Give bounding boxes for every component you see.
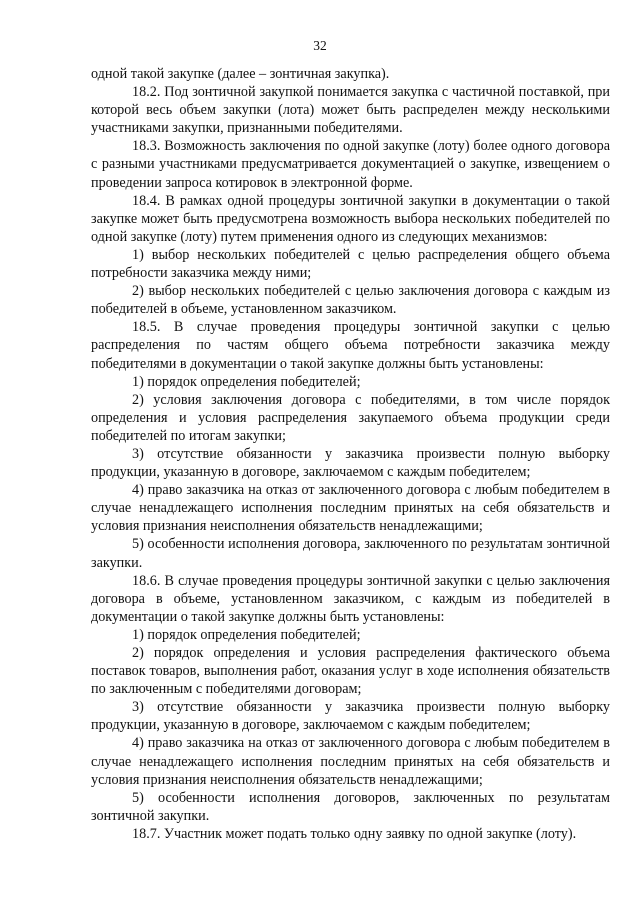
clause-18-6-item-4: 4) право заказчика на отказ от заключенного договора с любым победителем в случае ненадлежащего исполнения последним принятых на себя обязательств и условия признания неисполнения обязательств ненадлежащими; <box>91 735 610 788</box>
clause-18-7: 18.7. Участник может подать только одну заявку по одной закупке (лоту). <box>132 825 577 842</box>
clause-18-3: 18.3. Возможность заключения по одной закупке (лоту) более одного договора с разными участниками предусматривается документацией о закупке, извещением о проведении запроса котировок в электронной форме. <box>91 138 610 191</box>
clause-18-5-item-4: 4) право заказчика на отказ от заключенного договора с любым победителем в случае ненадлежащего исполнения последним принятых на себя обязательств и условия признания неисполнения обязательств ненадлежащими; <box>91 482 610 535</box>
clause-18-6-item-1: 1) порядок определения победителей; <box>132 626 361 643</box>
clause-18-4: 18.4. В рамках одной процедуры зонтичной закупки в документации о такой закупке может быть предусмотрена возможность выбора нескольких победителей по одной закупке (лоту) путем применения одного из следующих механизмов: <box>91 192 610 245</box>
clause-18-5-item-5: 5) особенности исполнения договора, заключенного по результатам зонтичной закупки. <box>91 536 610 571</box>
clause-18-5-item-1: 1) порядок определения победителей; <box>132 373 361 390</box>
clause-18-6-item-3: 3) отсутствие обязанности у заказчика произвести полную выборку продукции, указанную в договоре, заключаемом с каждым победителем; <box>91 699 610 734</box>
clause-18-5: 18.5. В случае проведения процедуры зонтичной закупки с целью распределения по частям общего объема потребности заказчика между победителями в документации о такой закупке должны быть установлены: <box>91 319 610 372</box>
page-number: 32 <box>313 38 327 53</box>
clause-18-5-item-3: 3) отсутствие обязанности у заказчика произвести полную выборку продукции, указанную в договоре, заключаемом с каждым победителем; <box>91 445 610 481</box>
clause-18-4-item-1: 1) выбор нескольких победителей с целью распределения общего объема потребности заказчика между ними; <box>91 246 610 282</box>
clause-18-6-item-5: 5) особенности исполнения договоров, заключенных по результатам зонтичной закупки. <box>91 789 610 824</box>
clause-18-6: 18.6. В случае проведения процедуры зонтичной закупки с целью заключения договора в объеме, установленном заказчиком, с каждым из победителей в документации о такой закупке должны быть установлены: <box>91 572 610 625</box>
clause-18-2: 18.2. Под зонтичной закупкой понимается закупка с частичной поставкой, при которой весь объем закупки (лота) может быть распределен между несколькими участниками закупки, признанными победителями. <box>91 84 610 137</box>
document-body <box>91 65 610 843</box>
clause-18-5-item-2: 2) условия заключения договора с победителями, в том числе порядок определения и условия распределения закупаемого объема продукции среди победителей по итогам закупки; <box>91 391 610 444</box>
clause-18-6-item-2: 2) порядок определения и условия распределения фактического объема поставок товаров, выполнения работ, оказания услуг в ходе исполнения обязательств по заключенным с победителями договорам; <box>91 645 610 698</box>
paragraph-continuation: одной такой закупке (далее – зонтичная закупка). <box>91 66 390 82</box>
clause-18-4-item-2: 2) выбор нескольких победителей с целью заключения договора с каждым из победителей в объеме, установленном заказчиком. <box>91 283 610 318</box>
